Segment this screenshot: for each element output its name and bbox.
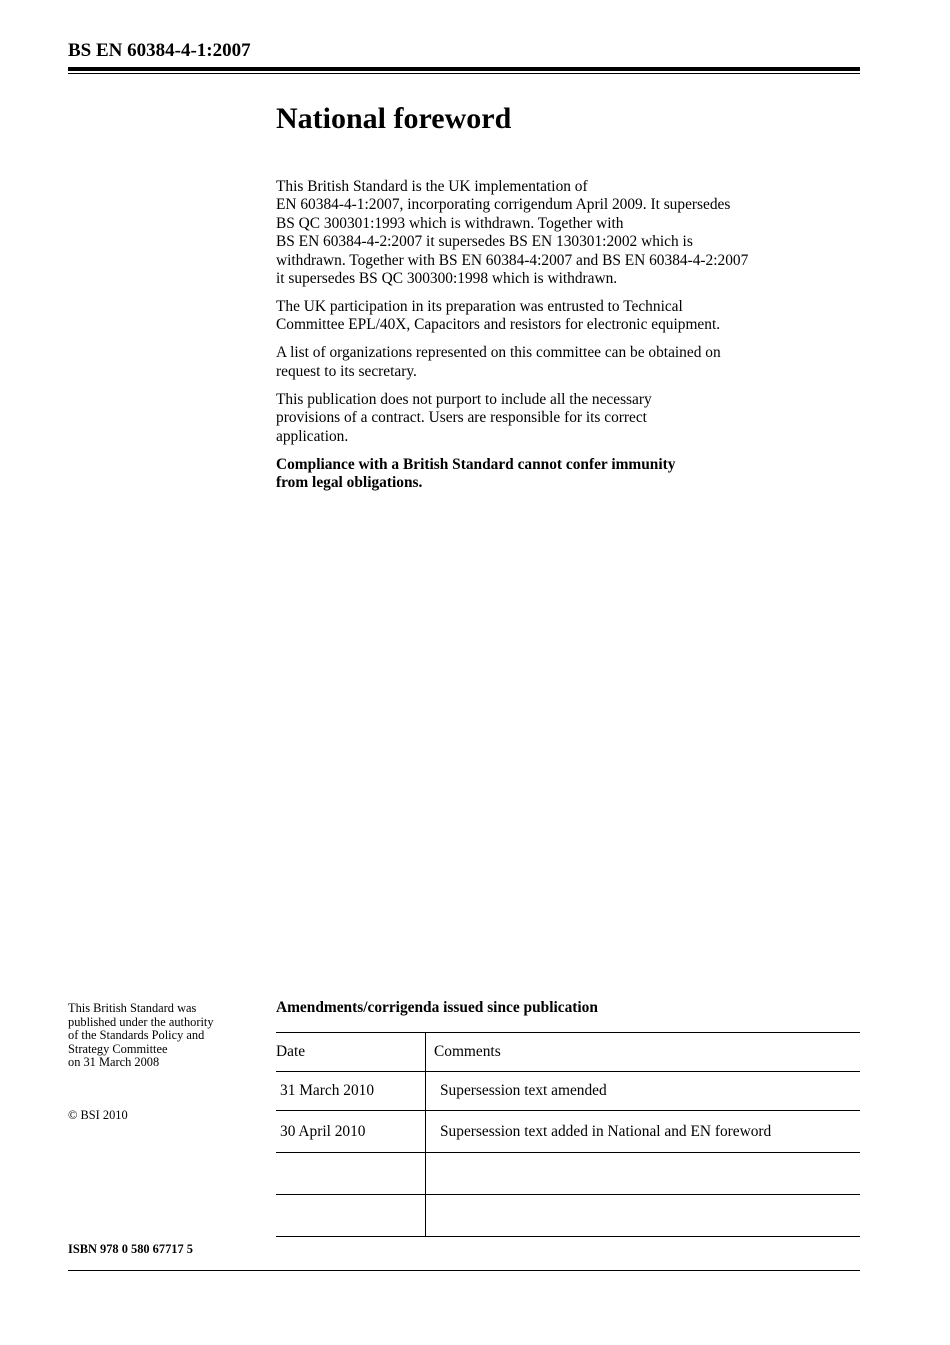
page-title: National foreword [276,102,512,135]
text-line: The UK participation in its preparation was entrusted to Technical [276,298,683,316]
text-line: This publication does not purport to include all the necessary [276,390,652,408]
text-line: A list of organizations represented on this committee can be obtained on [276,344,721,362]
text-line: Compliance with a British Standard cannot confer immunity [276,455,676,473]
header-comments: Comments [426,1033,861,1072]
table-row-empty [276,1195,860,1237]
text-line: from legal obligations. [276,474,423,492]
footer-rule [68,1270,860,1271]
text-line: application. [276,427,349,445]
cell-date: 31 March 2010 [276,1072,426,1111]
text-line: EN 60384-4-1:2007, incorporating corrigendum April 2009. It supersedes [276,196,731,214]
cell-date-empty [276,1153,426,1195]
copyright-notice: © BSI 2010 [68,1108,128,1122]
amendments-table [276,1032,860,1237]
text-line: This British Standard is the UK implementation of [276,178,588,195]
cell-comments-empty [426,1195,861,1237]
cell-date: 30 April 2010 [276,1111,426,1153]
text-line: withdrawn. Together with BS EN 60384-4:2007 and BS EN 60384-4-2:2007 [276,251,749,269]
text-line: request to its secretary. [276,362,417,380]
text-line: Strategy Committee [68,1041,168,1056]
paragraph-compliance [276,456,846,493]
text-line: published under the authority [68,1014,214,1029]
text-line: provisions of a contract. Users are responsible for its correct [276,409,647,427]
paragraph-implementation [276,178,846,288]
text-line: BS QC 300301:1993 which is withdrawn. Together with [276,214,624,232]
table-row [276,1072,860,1111]
header-date: Date [276,1033,426,1072]
text-line: This British Standard was [68,1001,197,1015]
text-line: it supersedes BS QC 300300:1998 which is withdrawn. [276,270,618,288]
publication-note [68,1002,268,1070]
text-line: BS EN 60384-4-2:2007 it supersedes BS EN 130301:2002 which is [276,233,693,251]
text-line: on 31 March 2008 [68,1055,160,1070]
cell-date-empty [276,1195,426,1237]
paragraph-organizations [276,344,846,381]
header-rule-thin [68,73,860,74]
isbn: ISBN 978 0 580 67717 5 [68,1242,193,1256]
text-line: Committee EPL/40X, Capacitors and resistors for electronic equipment. [276,316,721,334]
paragraph-disclaimer [276,391,846,446]
table-row [276,1111,860,1153]
table-row-empty [276,1153,860,1195]
cell-comments-empty [426,1153,861,1195]
table-header-row [276,1033,860,1072]
paragraph-participation [276,298,846,335]
header-rule-thick [68,67,860,71]
amendments-title: Amendments/corrigenda issued since publication [276,999,598,1016]
foreword-body [276,178,846,502]
cell-comments: Supersession text added in National and EN foreword [426,1111,861,1153]
text-line: of the Standards Policy and [68,1028,205,1043]
standard-number: BS EN 60384-4-1:2007 [68,40,251,61]
cell-comments: Supersession text amended [426,1072,861,1111]
